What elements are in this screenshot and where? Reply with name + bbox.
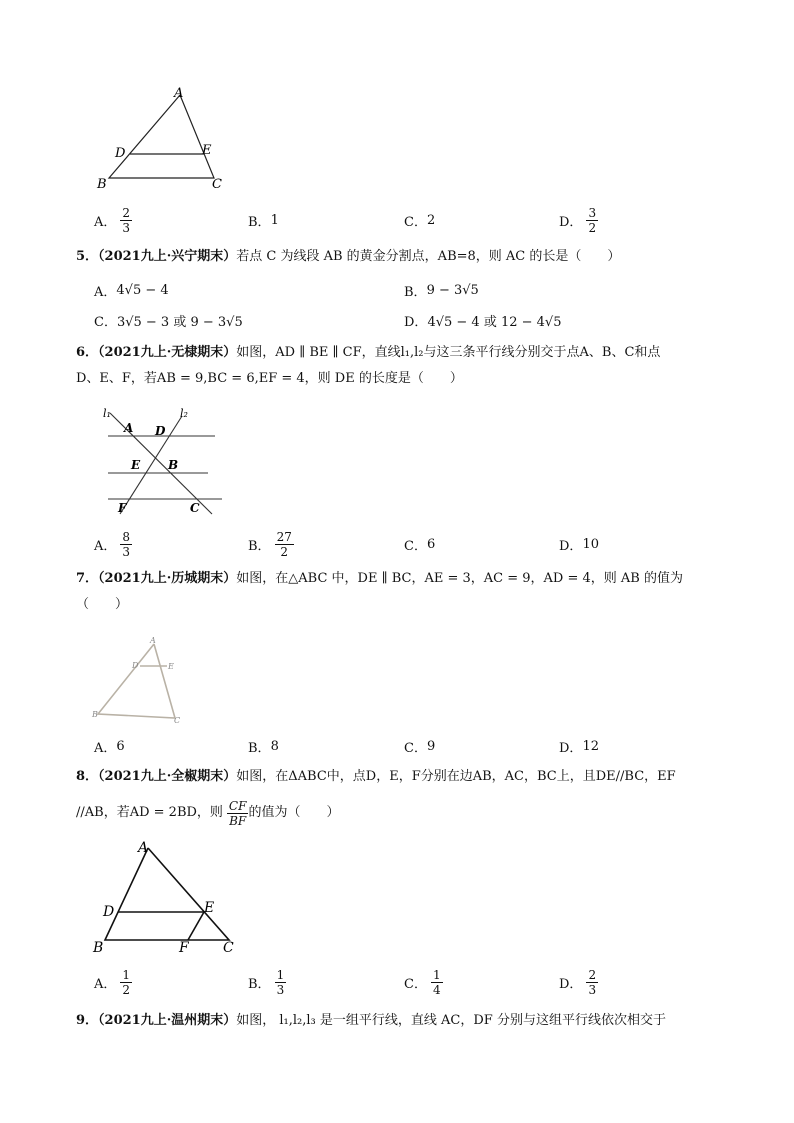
q6-source: （2021九上·无棣期末）: [98, 345, 237, 360]
q4-option-b[interactable]: B． 1: [248, 212, 279, 230]
q7-label-a: A: [150, 636, 156, 645]
q9-stem: [76, 1008, 726, 1034]
q8-option-b[interactable]: B． $\frac{1}{3}$: [248, 967, 285, 997]
q5-number: 5．: [76, 249, 99, 264]
q7-option-b[interactable]: B． 8: [248, 738, 279, 756]
q6-label-l2: l₂: [180, 407, 188, 420]
q6-option-a[interactable]: A． $\frac{8}{3}$: [94, 529, 131, 559]
q5-stem: [76, 244, 726, 270]
q4-option-d[interactable]: D． $\frac{3}{2}$: [559, 205, 597, 235]
q8-line2-post: 的值为（ ）: [248, 805, 340, 820]
q8-line2-pre: //AB，若AD = 2BD，则: [76, 805, 223, 820]
q6-line1: 如图，AD ∥ BE ∥ CF，直线l₁,l₂与这三条平行线分别交于点A、B、C和点: [236, 345, 661, 360]
q6-line2: D、E、F，若AB = 9,BC = 6,EF = 4，则 DE 的长度是（ ）: [76, 371, 463, 386]
q6-figure: [100, 406, 230, 518]
q5-text: 若点 C 为线段 AB 的黄金分割点，AB=8，则 AC 的长是（ ）: [236, 249, 621, 264]
q4-label-d: D: [115, 146, 126, 161]
q5-option-c[interactable]: C． 3√5 − 3 或 9 − 3√5: [94, 314, 243, 330]
q5-option-d[interactable]: D． 4√5 − 4 或 12 − 4√5: [404, 314, 562, 330]
q7-source: （2021九上·历城期末）: [98, 571, 237, 586]
q6-label-c: C: [190, 501, 200, 515]
q7-line2: （ ）: [76, 597, 129, 612]
q5-source: （2021九上·兴宁期末）: [98, 249, 237, 264]
q8-stem: [76, 764, 726, 790]
q8-label-f: F: [179, 940, 189, 956]
q6-number: 6．: [76, 345, 99, 360]
q8-option-a[interactable]: A． $\frac{1}{2}$: [94, 967, 131, 997]
q8-figure: [90, 838, 240, 958]
q8-number: 8．: [76, 769, 99, 784]
q7-line1: 如图，在△ABC 中，DE ∥ BC，AE = 3，AC = 9，AD = 4，则 AB 的值为: [236, 571, 683, 586]
q7-label-c: C: [174, 716, 181, 725]
q4-label-c: C: [212, 177, 222, 192]
q5-option-b[interactable]: B． 9 − 3√5: [404, 282, 479, 300]
q8-stem-line2: [76, 796, 726, 830]
q8-line1: 如图，在ΔABC中，点D，E，F分别在边AB，AC，BC上，且DE//BC，EF: [236, 769, 676, 784]
q4-option-a[interactable]: A． $\frac{2}{3}$: [94, 205, 131, 235]
q8-source: （2021九上·全椒期末）: [98, 769, 237, 784]
q7-label-e: E: [168, 662, 174, 671]
q9-source: （2021九上·温州期末）: [98, 1013, 237, 1028]
q8-label-d: D: [103, 904, 115, 920]
q8-fraction: $\frac{CF}{BF}$: [228, 798, 247, 828]
q7-option-c[interactable]: C． 9: [404, 738, 436, 756]
q8-label-a: A: [138, 840, 149, 856]
q4-figure: [94, 84, 234, 196]
q6-label-a: A: [124, 421, 134, 435]
q6-label-e: E: [131, 458, 141, 472]
q6-label-f: F: [118, 501, 127, 515]
q6-option-b[interactable]: B． $\frac{27}{2}$: [248, 529, 292, 559]
q4-label-a: A: [174, 86, 184, 101]
q4-option-c[interactable]: C． 2: [404, 212, 436, 230]
q7-option-d[interactable]: D． 12: [559, 738, 599, 756]
q6-option-c[interactable]: C． 6: [404, 536, 436, 554]
q9-text: 如图， l₁,l₂,l₃ 是一组平行线，直线 AC，DF 分别与这组平行线依次相交于: [236, 1013, 666, 1028]
q8-label-b: B: [93, 940, 104, 956]
q8-option-d[interactable]: D． $\frac{2}{3}$: [559, 967, 597, 997]
q7-number: 7．: [76, 571, 99, 586]
q6-label-l1: l₁: [103, 407, 111, 420]
q8-label-e: E: [204, 900, 215, 916]
q7-label-b: B: [92, 710, 98, 719]
q7-option-a[interactable]: A． 6: [94, 738, 125, 756]
q8-label-c: C: [223, 940, 234, 956]
q5-option-a[interactable]: A． 4√5 − 4: [94, 282, 169, 300]
q7-stem: [76, 566, 726, 618]
q8-option-c[interactable]: C． $\frac{1}{4}$: [404, 967, 441, 997]
q6-option-d[interactable]: D． 10: [559, 536, 599, 554]
q4-label-b: B: [97, 177, 107, 192]
q6-label-b: B: [168, 458, 179, 472]
q6-label-d: D: [155, 424, 166, 438]
q9-number: 9．: [76, 1013, 99, 1028]
q4-label-e: E: [202, 143, 212, 158]
q7-figure: [90, 634, 200, 726]
q6-stem: [76, 340, 726, 392]
q7-label-d: D: [132, 661, 139, 670]
